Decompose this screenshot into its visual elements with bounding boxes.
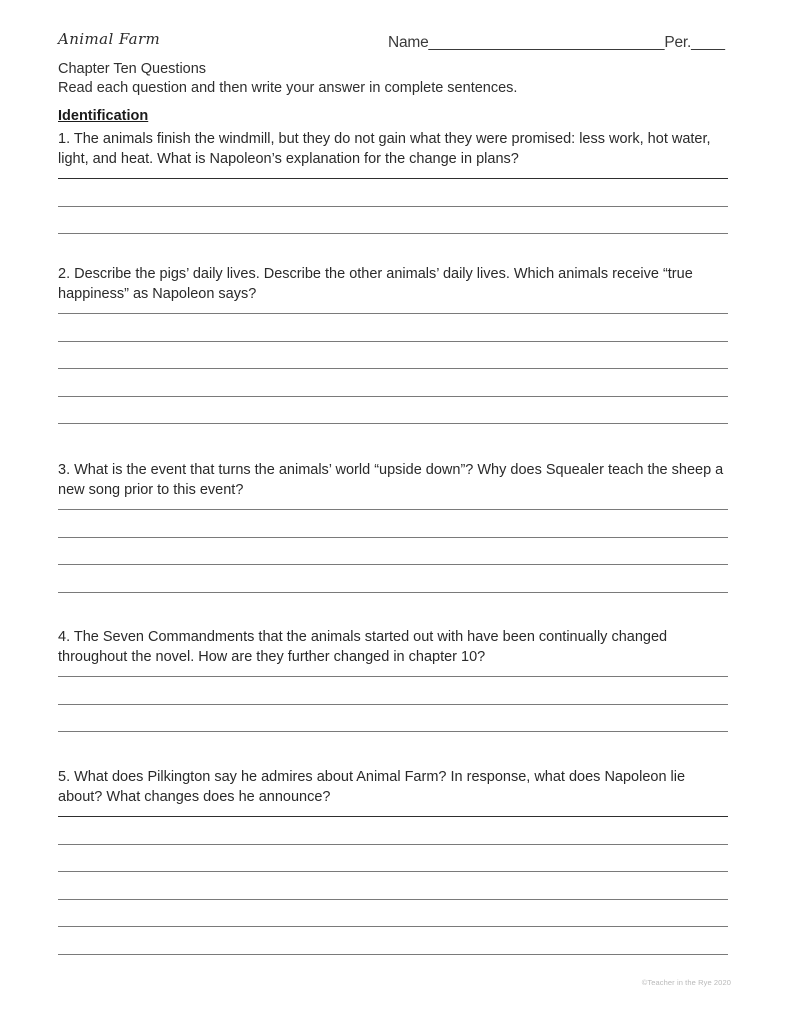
answer-line[interactable] [58,592,728,593]
question-block [58,628,730,759]
answer-line[interactable] [58,509,728,510]
copyright-credit: ©Teacher in the Rye 2020 [641,978,731,987]
answer-line[interactable] [58,368,728,369]
question-block [58,768,730,981]
answer-lines [58,178,730,234]
question-block [58,265,730,451]
answer-lines [58,313,730,424]
answer-line[interactable] [58,704,728,705]
question-text: 5. What does Pilkington say he admires about Animal Farm? In response, what does Napoleon lie about? What changes does he announce? [58,769,686,805]
book-title: Animal Farm [58,30,161,48]
question-text: 3. What is the event that turns the animals’ world “upside down”? Why does Squealer teach the sheep a new song prior to this event? [58,462,724,498]
answer-line[interactable] [58,871,728,872]
answer-lines [58,676,730,732]
answer-line[interactable] [58,676,728,677]
answer-line[interactable] [58,178,728,179]
question-text: 4. The Seven Commandments that the animals started out with have been continually changed throughout the novel. How are they further changed in chapter 10? [58,629,668,665]
answer-line[interactable] [58,899,728,900]
instructions-text: Read each question and then write your answer in complete sentences. [58,80,518,96]
answer-line[interactable] [58,954,728,955]
question-block [58,130,730,261]
section-heading-identification: Identification [58,108,149,124]
answer-line[interactable] [58,537,728,538]
answer-line[interactable] [58,816,728,817]
answer-line[interactable] [58,844,728,845]
answer-lines [58,509,730,593]
answer-line[interactable] [58,396,728,397]
answer-line[interactable] [58,313,728,314]
chapter-label: Chapter Ten Questions [58,61,207,77]
question-block [58,461,730,619]
answer-line[interactable] [58,926,728,927]
question-text: 2. Describe the pigs’ daily lives. Describe the other animals’ daily lives. Which animals receive “true happiness” as Napoleon says? [58,266,693,302]
answer-line[interactable] [58,423,728,424]
answer-lines [58,816,730,955]
page-header [58,30,730,58]
name-period-field[interactable]: Name____________________________Per.____ [388,34,725,51]
answer-line[interactable] [58,341,728,342]
worksheet-subtitle [58,60,738,98]
question-text: 1. The animals finish the windmill, but they do not gain what they were promised: less work, hot water, light, and heat. What is Napoleon’s explanation for the change in plans? [58,131,711,167]
answer-line[interactable] [58,731,728,732]
answer-line[interactable] [58,564,728,565]
answer-line[interactable] [58,206,728,207]
answer-line[interactable] [58,233,728,234]
